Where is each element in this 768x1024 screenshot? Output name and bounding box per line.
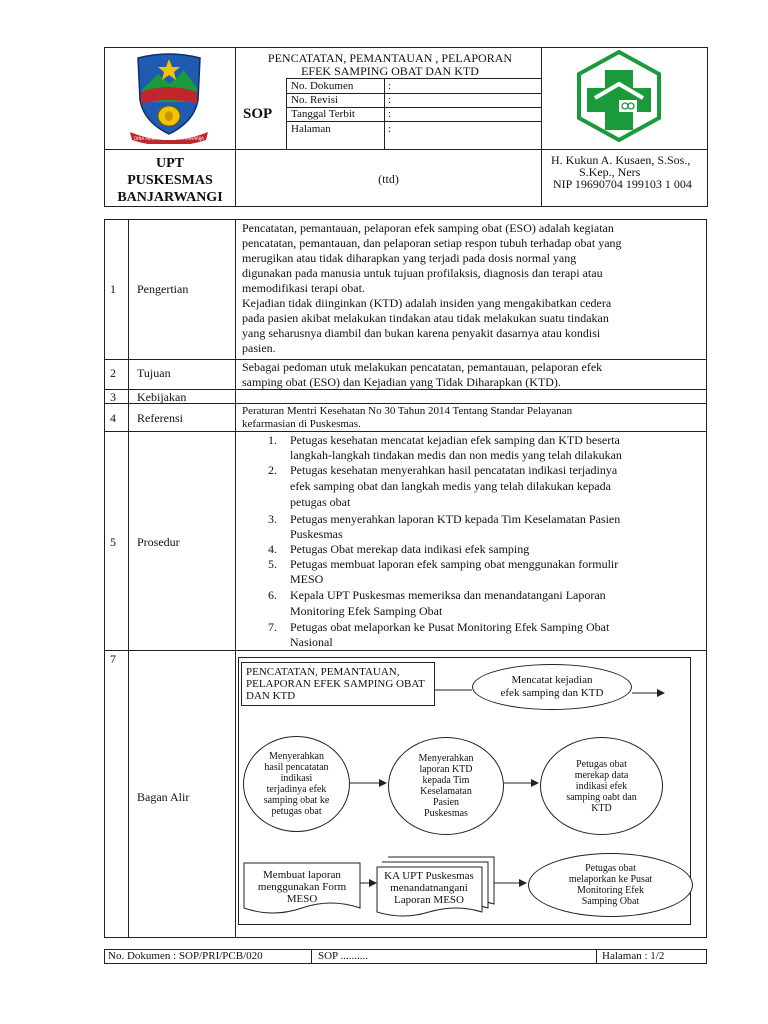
step-number: 2. [268,463,277,477]
step-text: Petugas membuat laporan efek samping obat menggunakan formulir [290,557,619,571]
footer-divider [596,949,597,964]
field-line-3 [286,121,541,122]
regency-emblem-logo [128,52,210,144]
step-number: 4. [268,542,277,556]
flow-node-menyerahkan-laporan [388,737,504,835]
field-tanggal-terbit: Tanggal Terbit [291,108,355,120]
step-number: 1. [268,433,277,447]
text-line: pencatatan, pemantauan, dan pelaporan setiap respon tubuh terhadap obat yang [242,236,622,250]
node-text: Membuat laporan [263,869,341,881]
step-text: Puskesmas [290,527,343,541]
body-border-right [706,219,707,938]
row-number: 1 [110,282,116,296]
col-divider-label [235,219,236,938]
text-line: pasien. [242,341,276,355]
signature-placeholder: (ttd) [378,172,399,186]
step-text: Nasional [290,635,333,649]
flow-node-merekap [540,737,663,835]
footer-page: Halaman : 1/2 [602,950,665,962]
body-border-top [104,219,707,220]
header-border-mid [104,149,708,150]
step-text: Kepala UPT Puskesmas memeriksa dan menandatangani Laporan [290,588,606,602]
signer-title: S.Kep., Ners [579,165,641,179]
footer-doc-number: No. Dokumen : SOP/PRI/PCB/020 [108,950,263,962]
row-number: 3 [110,390,116,404]
text-line: Pencatatan, pemantauan, pelaporan efek samping obat (ESO) adalah kegiatan [242,221,614,235]
row-number: 2 [110,366,116,380]
signer-name: H. Kukun A. Kusaen, S.Sos., [551,153,691,167]
field-colon-divider [384,78,385,149]
row-label-prosedur: Prosedur [137,535,180,549]
footer-border-left [104,949,105,964]
footer-sop: SOP .......... [318,950,369,962]
step-text: Monitoring Efek Samping Obat [290,604,443,618]
node-text: Samping Obat [581,896,640,907]
field-sep: : [388,123,392,135]
col-divider-no [128,219,129,938]
step-text: Petugas menyerahkan laporan KTD kepada Tim Keselamatan Pasien [290,512,621,526]
flow-node-melaporkan-pusat [528,853,693,917]
field-halaman: Halaman [291,123,331,135]
text-line: Kejadian tidak diinginkan (KTD) adalah insiden yang mengakibatkan cedera [242,296,612,310]
step-text: Petugas obat melaporkan ke Pusat Monitoring Efek Samping Obat [290,620,610,634]
node-text: efek samping dan KTD [500,687,604,699]
step-text: efek samping obat dan langkah medis yang telah dilakukan kepada [290,479,611,493]
flow-node-menyerahkan-hasil [243,736,350,832]
text-line: memodifikasi terapi obat. [242,281,365,295]
row-label-pengertian: Pengertian [137,282,189,296]
node-text: PENCATATAN, PEMANTAUAN, [246,666,400,678]
flow-node-membuat-laporan [245,866,359,908]
step-text: Petugas Obat merekap data indikasi efek samping [290,542,530,556]
row-divider [104,389,707,390]
node-text: laporan KTD [419,764,473,775]
node-text: kepada Tim [422,775,470,786]
row-number: 7 [110,652,116,666]
node-text: Monitoring Efek [577,885,644,896]
row-label-tujuan: Tujuan [137,366,171,380]
text-line: Sebagai pedoman utuk melakukan pencatatan, pemantauan, pelaporan efek [242,360,603,374]
node-text: hasil pencatatan [264,762,329,773]
step-text: petugas obat [290,495,351,509]
node-text: Keselamatan [420,786,472,797]
field-divider [286,78,287,149]
node-text: melaporkan ke Pusat [568,874,653,885]
footer-border-bottom [104,963,707,964]
node-text: Mencatat kejadian [511,674,593,686]
node-text: PELAPORAN EFEK SAMPING OBAT [246,678,425,690]
row-divider [104,431,707,432]
step-number: 5. [268,557,277,571]
node-text: KA UPT Puskesmas [384,870,474,882]
node-text: Puskesmas [424,808,468,819]
text-line: merugikan atau tidak diharapkan yang terjadi pada dosis normal yang [242,251,577,265]
row-divider [104,403,707,404]
node-text: merekap data [574,769,629,781]
step-text: langkah-langkah tindakan medis dan non medis yang telah dilakukan [290,448,622,462]
puskesmas-logo [575,50,663,142]
org-name-line1: UPT [156,156,184,171]
text-line: pada pasien akibat melakukan tindakan atau tidak melakukan suatu tindakan [242,311,609,325]
sop-label: SOP [243,106,273,122]
node-text: petugas obat [271,806,322,817]
step-number: 6. [268,588,277,602]
node-text: samping oabt dan [566,791,637,803]
node-text: menandatnangani [390,882,468,894]
body-border-left [104,219,105,938]
node-text: DAN KTD [246,690,296,702]
node-text: menggunakan Form [257,881,347,893]
row-label-kebijakan: Kebijakan [137,390,187,404]
row-number: 4 [110,411,116,425]
node-text: Pasien [432,797,460,808]
footer-divider [311,949,312,964]
text-line: kefarmasian di Puskesmas. [242,418,361,430]
flow-node-mencatat [472,664,632,710]
flow-node-ka-upt [378,868,480,908]
text-line: yang seharusnya diambil dan bukan karena penyakit dasarnya atau kondisi [242,326,601,340]
step-text: Petugas kesehatan mencatat kejadian efek samping dan KTD beserta [290,433,620,447]
org-name-line3: BANJARWANGI [117,190,223,205]
field-sep: : [388,80,392,92]
node-text: Menyerahkan [269,751,324,762]
node-text: indikasi [280,773,313,784]
header-border-top [104,47,708,48]
step-text: Petugas kesehatan menyerahkan hasil pencatatan indikasi terjadinya [290,463,618,477]
row-label-referensi: Referensi [137,411,183,425]
org-name-line2: PUSKESMAS [127,173,213,188]
sop-title-line1: PENCATATAN, PEMANTAUAN , PELAPORAN [267,51,513,65]
step-text: MESO [290,572,324,586]
step-number: 3. [268,512,277,526]
node-text: terjadinya efek [266,784,327,795]
row-number: 5 [110,535,116,549]
field-line-0 [286,78,541,79]
field-no-revisi: No. Revisi [291,94,339,106]
node-text: MESO [286,893,318,905]
signer-nip: NIP 19690704 199103 1 004 [553,177,692,191]
flow-start-box [241,662,435,706]
node-text: Petugas obat [585,863,636,874]
row-label-bagan-alir: Bagan Alir [137,790,190,804]
emblem-ribbon-text: DINA PENGTRE2H BUPTA KAHARIJA [134,136,204,141]
body-border-bottom [104,937,707,938]
field-no-dokumen: No. Dokumen [291,80,354,92]
node-text: Petugas obat [576,758,627,770]
node-text: Laporan MESO [394,894,464,906]
row-divider [104,650,707,651]
text-line: Peraturan Mentri Kesehatan No 30 Tahun 2014 Tentang Standar Pelayanan [242,405,573,417]
footer-border-right [706,949,707,964]
node-text: Menyerahkan [418,753,474,764]
field-sep: : [388,108,392,120]
node-text: indikasi efek [575,780,628,792]
node-text: samping obat ke [263,795,330,806]
field-sep: : [388,94,392,106]
step-number: 7. [268,620,277,634]
header-border-bottom [104,206,708,207]
header-border-right [707,47,708,207]
sop-title-line2: EFEK SAMPING OBAT DAN KTD [301,64,479,78]
text-line: digunakan pada manusia untuk tujuan profilaksis, diagnosis dan terapi atau [242,266,603,280]
text-line: samping obat (ESO) dan Kejadian yang Tidak Diharapkan (KTD). [242,375,561,389]
header-divider-right [541,47,542,207]
node-text: KTD [591,802,612,814]
